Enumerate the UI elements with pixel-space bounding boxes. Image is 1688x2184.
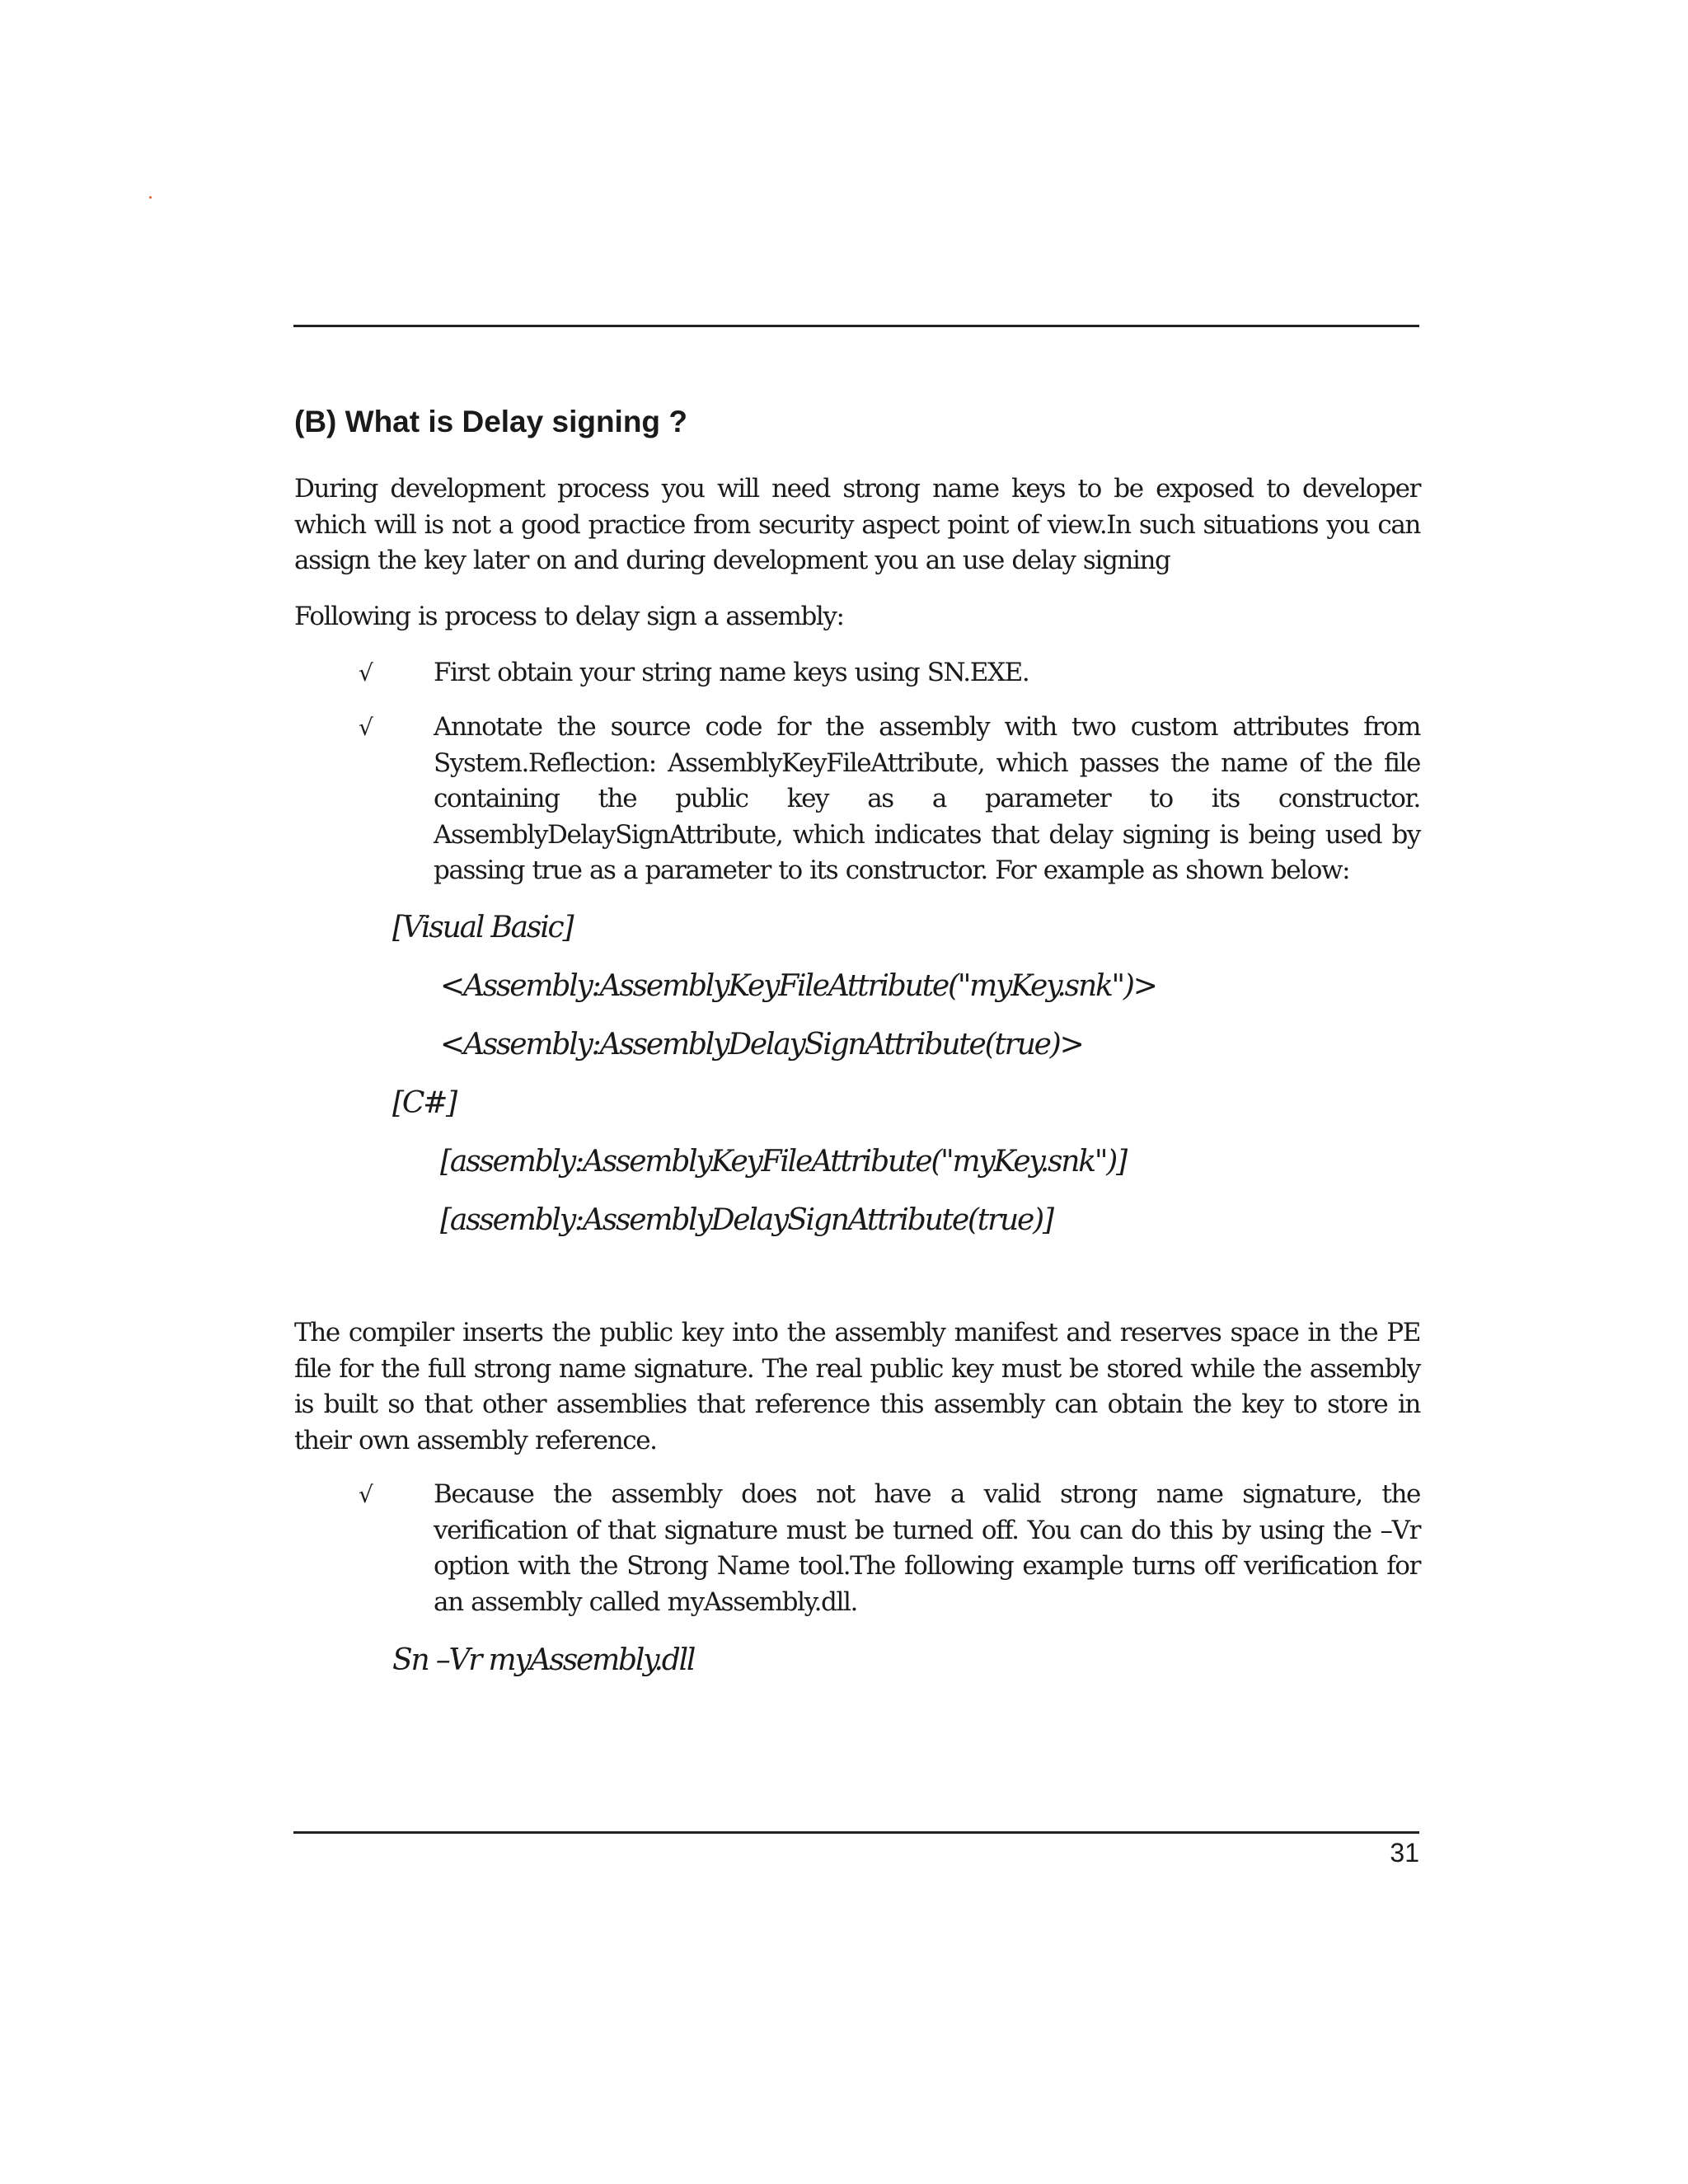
bullet-text: First obtain your string name keys using SN.EXE. (434, 658, 1029, 687)
intro-paragraph: During development process you will need strong name keys to be exposed to developer which will is not a good practice from security aspect point of view.In such situations you can assign the key later on and during development you an use delay signing (294, 474, 1420, 575)
check-bullet-icon: √ (359, 1481, 373, 1508)
code-label-visual-basic: [Visual Basic] (392, 911, 573, 944)
compiler-paragraph: The compiler inserts the public key into the assembly manifest and reserves space in the PE file for the full strong name signature. The real public key must be stored while the assembly is built so that other assemblies that reference this assembly can obtain the key to store in their own assembly reference. (294, 1318, 1420, 1455)
code-line-vb-keyfile: <Assembly:AssemblyKeyFileAttribute("myKey.snk")> (440, 969, 1156, 1003)
check-bullet-icon: √ (359, 659, 373, 687)
check-bullet-icon: √ (359, 714, 373, 741)
page-number: 31 (1390, 1838, 1419, 1868)
code-label-csharp: [C#] (392, 1086, 456, 1120)
bullet-text: Annotate the source code for the assembly with two custom attributes from System.Reflection: AssemblyKeyFileAttribute, which passes the name of the file containing the public key as a parameter to its constructor. AssemblyDelaySignAttribute, which indicates that delay signing is being used by passing true as a parameter to its constructor. For example as shown below: (434, 712, 1420, 885)
code-line-sn-command: Sn –Vr myAssembly.dll (392, 1643, 695, 1677)
code-line-cs-delaysign: [assembly:AssemblyDelaySignAttribute(true)] (440, 1203, 1053, 1237)
bullet-text: Because the assembly does not have a valid strong name signature, the verification of that signature must be turned off. You can do this by using the –Vr option with the Strong Name tool.The following example turns off verification for an assembly called myAssembly.dll. (434, 1479, 1420, 1617)
code-line-vb-delaysign: <Assembly:AssemblyDelaySignAttribute(true)> (440, 1028, 1083, 1062)
section-heading: (B) What is Delay signing ? (294, 405, 687, 438)
footer-rule (293, 1831, 1419, 1834)
header-rule (293, 325, 1419, 327)
stray-mark (149, 196, 152, 199)
following-paragraph: Following is process to delay sign a assembly: (294, 602, 844, 631)
code-line-cs-keyfile: [assembly:AssemblyKeyFileAttribute("myKey.snk")] (440, 1145, 1126, 1179)
